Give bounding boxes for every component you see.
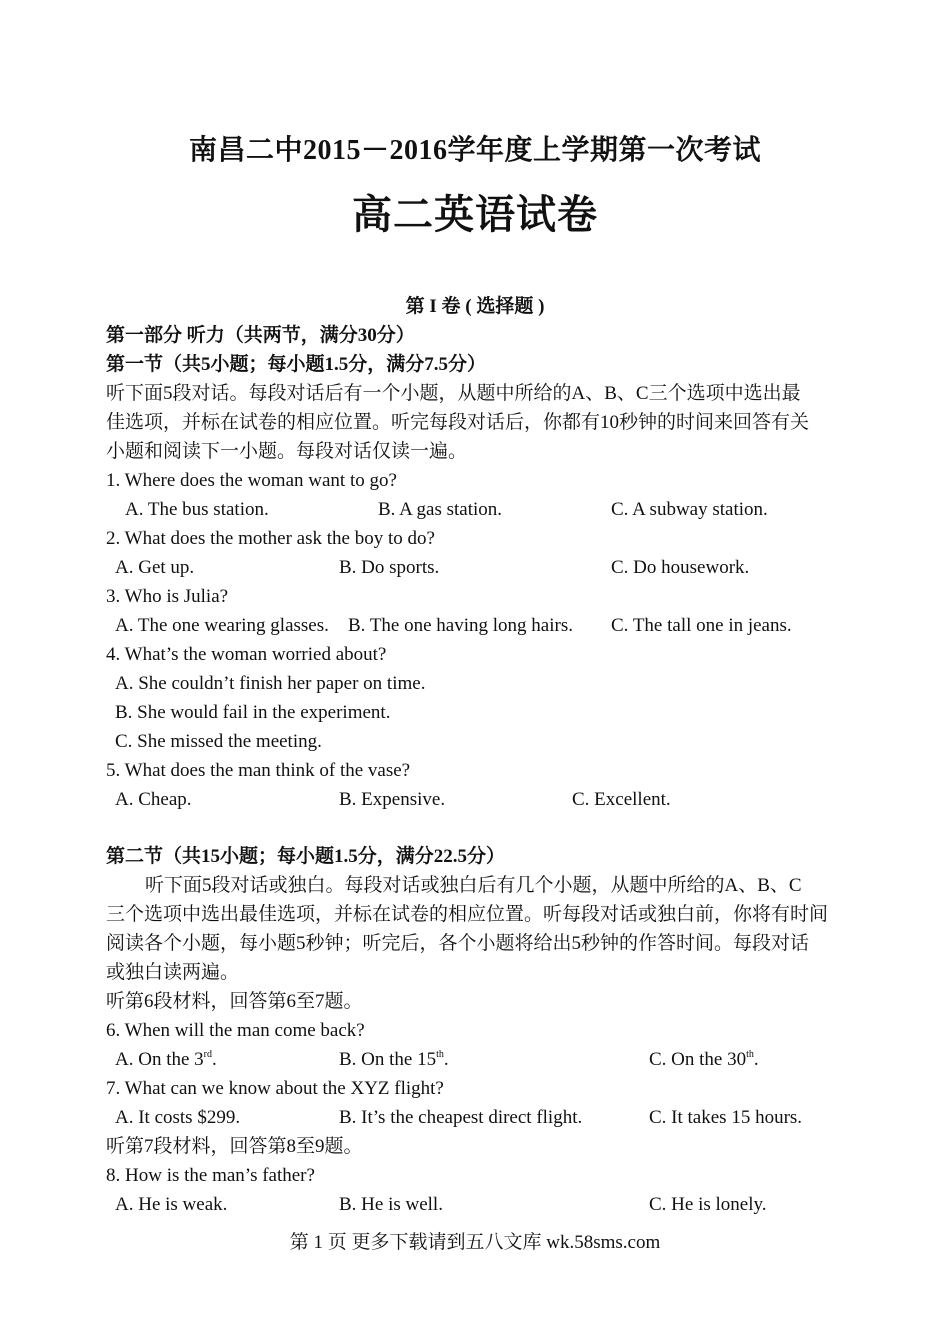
exam-subject-title: 高二英语试卷 [352, 192, 598, 237]
question-6-stem: 6. When will the man come back? [106, 1020, 365, 1041]
section1-instruction-line: 小题和阅读下一小题。每段对话仅读一遍。 [106, 441, 468, 462]
q5-option-b: B. Expensive. [339, 789, 446, 810]
q4-option-c: C. She missed the meeting. [115, 731, 322, 752]
q2-option-c: C. Do housework. [611, 557, 750, 578]
q5-option-c: C. Excellent. [572, 789, 671, 810]
q3-option-c: C. The tall one in jeans. [611, 615, 792, 636]
q7-option-c: C. It takes 15 hours. [649, 1107, 803, 1128]
section2-instruction-line: 三个选项中选出最佳选项，并标在试卷的相应位置。听每段对话或独白前，你将有时间 [106, 904, 829, 925]
section2-instruction-line: 或独白读两遍。 [106, 962, 240, 983]
question-1-stem: 1. Where does the woman want to go? [106, 470, 397, 491]
section2-instruction-line: 听下面5段对话或独白。每段对话或独白后有几个小题，从题中所给的A、B、C [145, 875, 802, 896]
q8-option-c: C. He is lonely. [649, 1194, 767, 1215]
q8-option-b: B. He is well. [339, 1194, 443, 1215]
q1-option-a: A. The bus station. [125, 499, 269, 520]
q2-option-b: B. Do sports. [339, 557, 440, 578]
q7-option-a: A. It costs $299. [115, 1107, 241, 1128]
question-5-stem: 5. What does the man think of the vase? [106, 760, 411, 781]
q6-option-c: C. On the 30th. [649, 1049, 759, 1070]
q6-option-a: A. On the 3rd. [115, 1049, 217, 1070]
material-7-heading: 听第7段材料，回答第8至9题。 [106, 1136, 363, 1157]
q3-option-a: A. The one wearing glasses. [115, 615, 329, 636]
q2-option-a: A. Get up. [115, 557, 195, 578]
exam-title: 南昌二中2015－2016学年度上学期第一次考试 [188, 135, 761, 166]
q1-option-b: B. A gas station. [378, 499, 503, 520]
question-8-stem: 8. How is the man’s father? [106, 1165, 315, 1186]
question-2-stem: 2. What does the mother ask the boy to do? [106, 528, 435, 549]
q5-option-a: A. Cheap. [115, 789, 192, 810]
part1-heading: 第一部分 听力（共两节，满分30分） [106, 325, 415, 346]
section1-instruction-line: 听下面5段对话。每段对话后有一个小题，从题中所给的A、B、C三个选项中选出最 [106, 383, 801, 404]
q4-option-a: A. She couldn’t finish her paper on time. [115, 673, 426, 694]
page-footer: 第 1 页 更多下载请到五八文库 wk.58sms.com [289, 1232, 661, 1253]
material-6-heading: 听第6段材料，回答第6至7题。 [106, 991, 363, 1012]
q8-option-a: A. He is weak. [115, 1194, 228, 1215]
section1-instruction-line: 佳选项，并标在试卷的相应位置。听完每段对话后，你都有10秒钟的时间来回答有关 [106, 412, 810, 433]
question-7-stem: 7. What can we know about the XYZ flight? [106, 1078, 444, 1099]
section1-heading: 第一节（共5小题；每小题1.5分，满分7.5分） [106, 354, 487, 375]
question-4-stem: 4. What’s the woman worried about? [106, 644, 387, 665]
q7-option-b: B. It’s the cheapest direct flight. [339, 1107, 583, 1128]
q3-option-b: B. The one having long hairs. [348, 615, 573, 636]
q1-option-c: C. A subway station. [611, 499, 768, 520]
question-3-stem: 3. Who is Julia? [106, 586, 229, 607]
section2-heading: 第二节（共15小题；每小题1.5分，满分22.5分） [106, 846, 506, 867]
volume-heading: 第 I 卷 ( 选择题 ) [405, 296, 545, 317]
q6-option-b: B. On the 15th. [339, 1049, 449, 1070]
section2-instruction-line: 阅读各个小题，每小题5秒钟；听完后，各个小题将给出5秒钟的作答时间。每段对话 [106, 933, 810, 954]
q4-option-b: B. She would fail in the experiment. [115, 702, 391, 723]
